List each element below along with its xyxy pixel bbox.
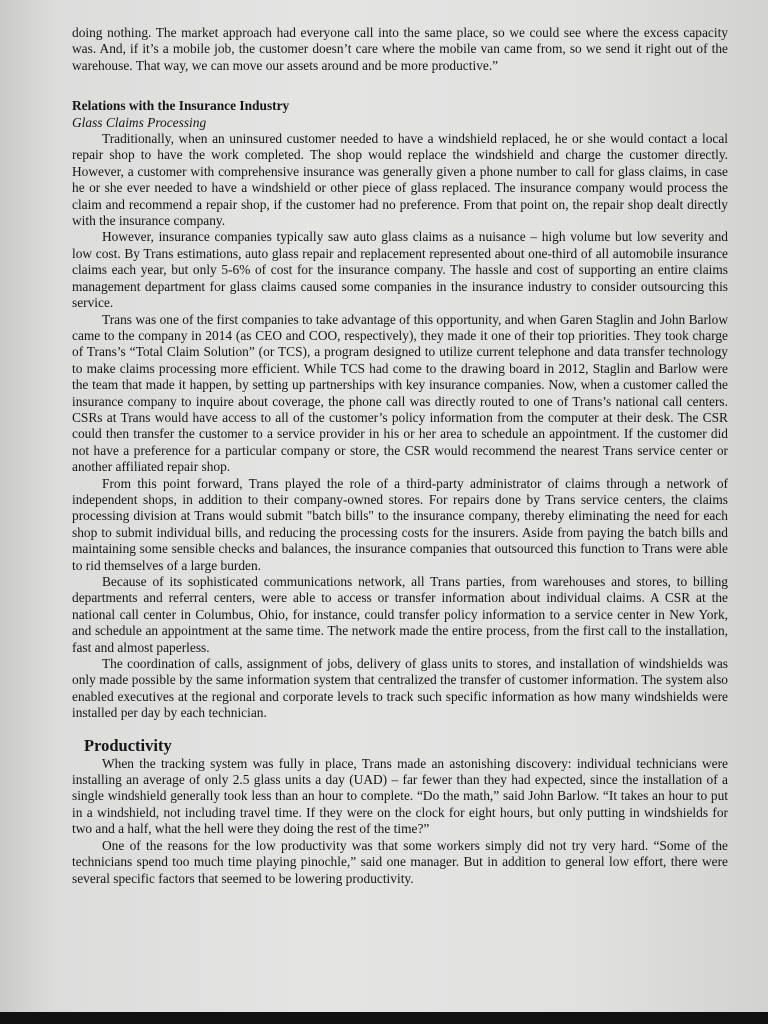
photo-bottom-edge	[0, 1012, 768, 1024]
text-column	[72, 25, 728, 887]
paragraph-nuisance: However, insurance companies typically saw auto glass claims as a nuisance – high volume but low severity and low cost. By Trans estimations, auto glass repair and replacement represented about one-third of all automobile insurance claims each year, but only 5-6% of cost for the insurance company. The hassle and cost of supporting an entire claims management department for glass claims caused some companies in the insurance industry to consider outsourcing this service.	[72, 229, 728, 311]
paragraph-low-productivity: One of the reasons for the low productivity was that some workers simply did not try very hard. “Some of the technicians spend too much time playing pinochle,” said one manager. But in addition to general low effort, there were several specific factors that seemed to be lowering productivity.	[72, 837, 728, 886]
paragraph-traditionally: Traditionally, when an uninsured customer needed to have a windshield replaced, he or she would contact a local repair shop to have the work completed. The shop would replace the windshield and charge the customer directly. However, a customer with comprehensive insurance was generally given a phone number to call for glass claims, in case he or she ever needed to have a windshield or other piece of glass replaced. The insurance company would process the claim and recommend a repair shop, if the customer had no preference. From that point on, the repair shop dealt directly with the insurance company.	[72, 131, 728, 229]
paragraph-tracking: When the tracking system was fully in place, Trans made an astonishing discovery: individual technicians were installing an average of only 2.5 glass units a day (UAD) – far fewer than they had expected, since the installation of a single windshield generally took less than an hour to complete. “Do the math,” said John Barlow. “It takes an hour to put in a windshield, not including travel time. If they were on the clock for eight hours, but only putting in windshields for two and a half, what the hell were they doing the rest of the time?”	[72, 755, 728, 837]
section-heading-productivity: Productivity	[84, 735, 172, 755]
paragraph-third-party: From this point forward, Trans played the role of a third-party administrator of claims through a network of independent shops, in addition to their company-owned stores. For repairs done by Trans service centers, the claims processing division at Trans would submit "batch bills" to the insurance company, thereby eliminating the need for each shop to submit individual bills, and reducing the processing costs for the insurers. Aside from paying the batch bills and maintaining some sensible checks and balances, the insurance companies that outsourced this function to Trans were able to rid themselves of a large burden.	[72, 475, 728, 573]
subheading-glass-claims: Glass Claims Processing	[72, 114, 207, 130]
paragraph-coordination: The coordination of calls, assignment of jobs, delivery of glass units to stores, and installation of windshields was only made possible by the same information system that centralized the transfer of customer information. The system also enabled executives at the regional and corporate levels to track such specific information as how many windshields were installed per day by each technician.	[72, 656, 728, 721]
intro-paragraph-tail: doing nothing. The market approach had everyone call into the same place, so we could see where the excess capacity was. And, if it’s a mobile job, the customer doesn’t care where the mobile van came from, so we send it right out of the warehouse. That way, we can move our assets around and be more productive.”	[72, 25, 728, 73]
paragraph-network: Because of its sophisticated communications network, all Trans parties, from warehouses and stores, to billing departments and referral centers, were able to access or transfer information about individual claims. A CSR at the national call center in Columbus, Ohio, for instance, could transfer policy information to a service center in New York, and schedule an appointment at the same time. The network made the entire process, from the first call to the installation, fast and almost paperless.	[72, 574, 728, 655]
paragraph-tcs: Trans was one of the first companies to take advantage of this opportunity, and when Garen Staglin and John Barlow came to the company in 2014 (as CEO and COO, respectively), they made it one of their top priorities. They took charge of Trans’s “Total Claim Solution” (or TCS), a program designed to utilize current telephone and data transfer technology to make claims processing more efficient. While TCS had come to the drawing board in 2012, Staglin and Barlow were the team that made it happen, by setting up partnerships with key insurance companies. Now, when a customer called the insurance company to inquire about coverage, the phone call was directly routed to one of Trans’s national call centers. CSRs at Trans would have access to all of the customer’s policy information from the computer at their desk. The CSR could then transfer the customer to a service provider in his or her area to schedule an appointment. If the customer did not have a preference for a particular company or store, the CSR would recommend the nearest Trans service center or another affiliated repair shop.	[72, 311, 728, 475]
section-heading-insurance: Relations with the Insurance Industry	[72, 98, 290, 114]
